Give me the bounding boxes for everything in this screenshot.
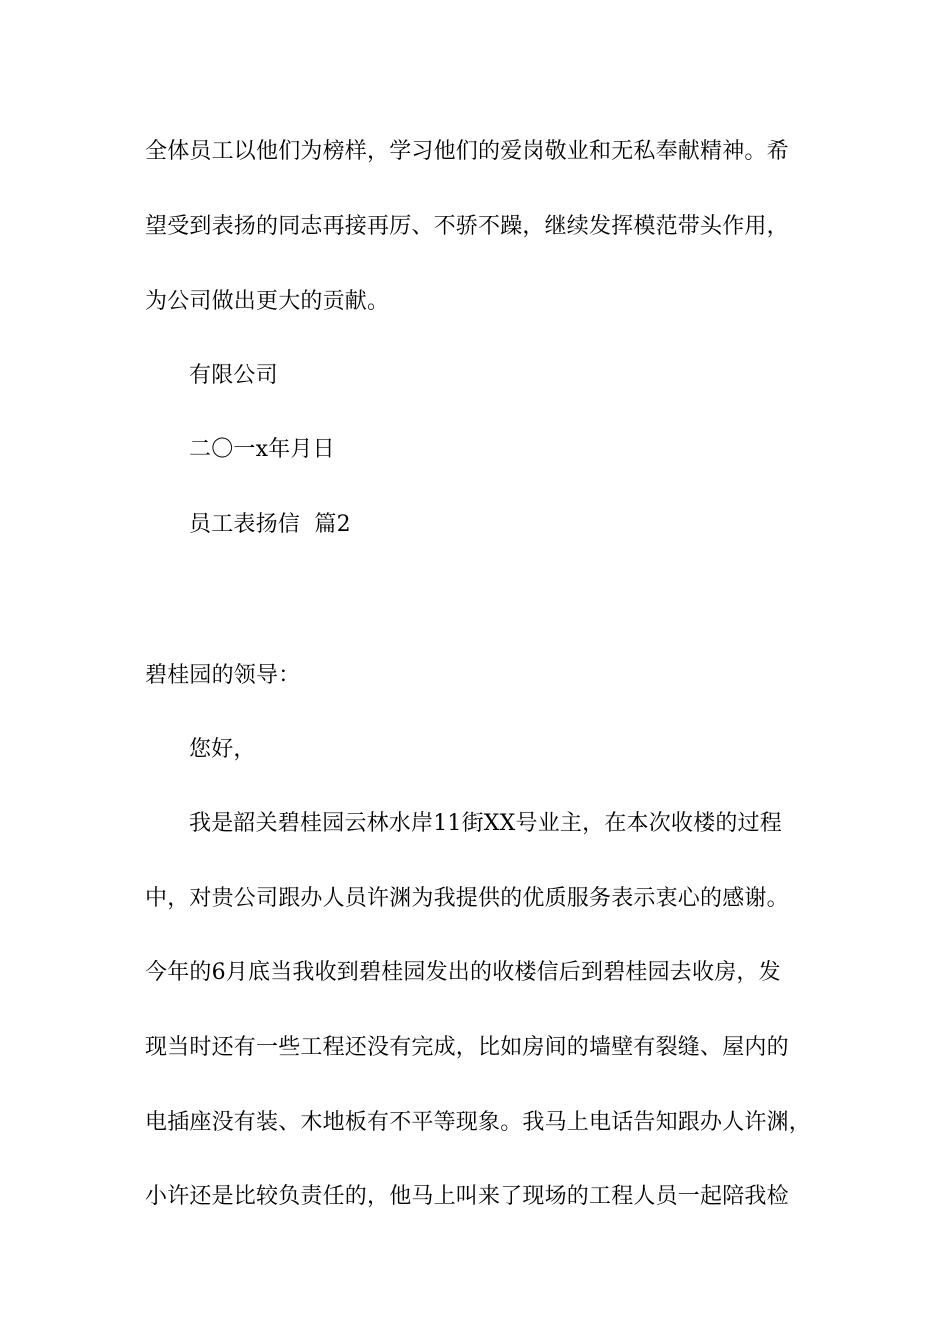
paragraph-line: 今年的6月底当我收到碧桂园发出的收楼信后到碧桂园去收房，发 bbox=[145, 960, 781, 985]
paragraph-line: 电插座没有装、木地板有不平等现象。我马上电话告知跟办人许渊， bbox=[145, 1110, 812, 1135]
paragraph-line: 现当时还有一些工程还没有完成，比如房间的墙壁有裂缝、屋内的 bbox=[145, 1035, 789, 1060]
section-heading: 员工表扬信 篇2 bbox=[189, 512, 351, 537]
paragraph-line: 望受到表扬的同志再接再厉、不骄不躁，继续发挥模范带头作用， bbox=[145, 214, 789, 239]
paragraph-line: 为公司做出更大的贡献。 bbox=[145, 289, 390, 314]
greeting: 您好， bbox=[189, 737, 256, 762]
salutation: 碧桂园的领导： bbox=[145, 663, 301, 688]
signature-date: 二〇一x年月日 bbox=[189, 437, 335, 462]
paragraph-line: 全体员工以他们为榜样，学习他们的爱岗敬业和无私奉献精神。希 bbox=[145, 139, 789, 164]
paragraph-line: 我是韶关碧桂园云林水岸11街XX号业主，在本次收楼的过程 bbox=[189, 811, 782, 836]
signature-company: 有限公司 bbox=[189, 363, 278, 388]
paragraph-line: 小许还是比较负责任的，他马上叫来了现场的工程人员一起陪我检 bbox=[145, 1184, 789, 1209]
paragraph-line: 中，对贵公司跟办人员许渊为我提供的优质服务表示衷心的感谢。 bbox=[145, 886, 789, 911]
